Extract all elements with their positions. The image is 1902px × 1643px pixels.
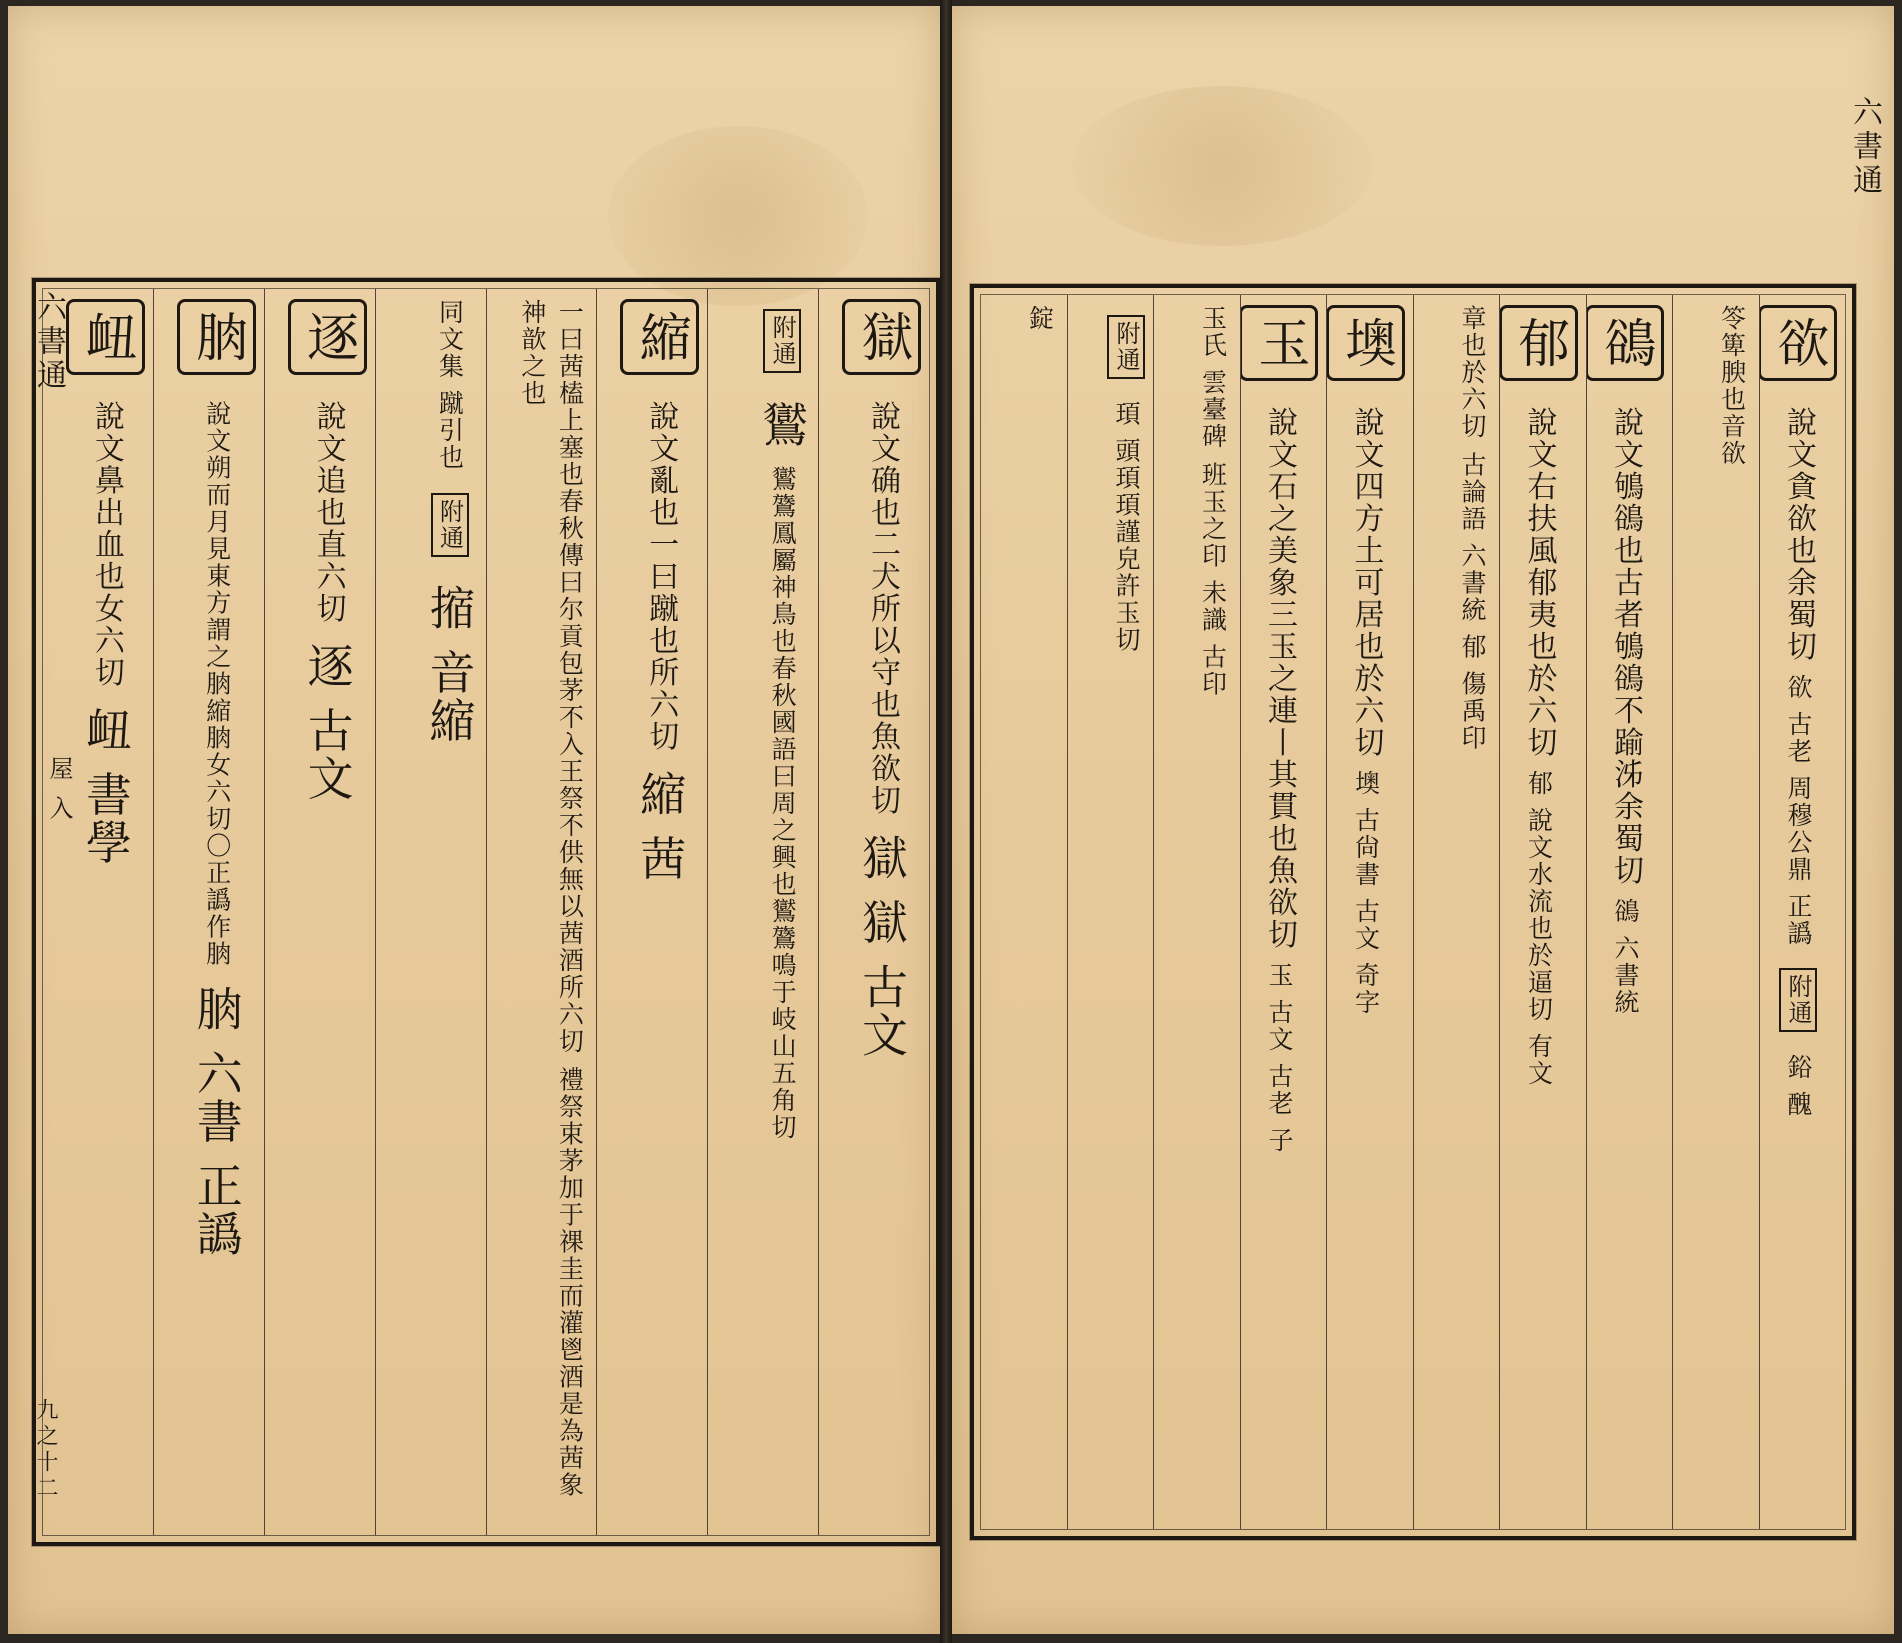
seal-forms: 古論語 六書統 郁 傷禹印 — [1458, 451, 1487, 752]
margin-title: 六書通 — [31, 291, 66, 393]
entry-column — [1499, 295, 1586, 1529]
appendix-tag: 附通 — [431, 493, 469, 557]
appendix-text: 鋊 醜 — [1784, 1054, 1813, 1118]
entry-text: 一曰茜榼上塞也春秋傳曰尔貢包茅不入王祭不供無以茜酒所六切 — [555, 299, 585, 1055]
seal-forms: 墺 古尙書 古文 奇字 — [1351, 770, 1381, 1016]
seal-forms: 衄 書學 — [78, 706, 133, 867]
entry-text: 說文朔而月見東方謂之朒縮朒女六切〇正譌作朒 — [202, 400, 232, 968]
entry-text: 同文集 蹴引也 — [435, 299, 465, 471]
seal-forms: 郁 說文水流也於逼切 有文 — [1524, 770, 1554, 1087]
entry-text: 說文四方土可居也於六切 — [1348, 406, 1384, 759]
seal-forms: 班玉之印 未識 古印 — [1198, 461, 1228, 698]
entry-text: 章也於六切 — [1458, 305, 1487, 440]
head-character: 縮 — [620, 299, 699, 375]
right-page — [952, 6, 1894, 1634]
entry-column — [153, 289, 264, 1535]
entry-text: 說文亂也一曰蹴也所六切 — [643, 400, 679, 753]
entry-text: 說文鼻出血也女六切 — [88, 400, 124, 689]
entry-column — [1240, 295, 1327, 1529]
paper-stain — [1072, 86, 1372, 246]
text-frame — [970, 284, 1856, 1540]
margin-title: 六書通 — [1847, 96, 1882, 198]
appendix-tag: 附通 — [763, 309, 801, 373]
entry-column — [1153, 295, 1240, 1529]
entry-text: 說文貪欲也余蜀切 — [1781, 406, 1816, 663]
column-set — [43, 289, 929, 1535]
head-character: 逐 — [288, 299, 367, 375]
entry-column — [1586, 295, 1673, 1529]
head-character: 玉 — [1240, 305, 1319, 381]
entry-column — [43, 289, 153, 1535]
entry-column — [486, 289, 597, 1535]
seal-forms: 玉 古文 古老 子 — [1265, 962, 1294, 1154]
seal-forms: 鵒 六書統 — [1611, 898, 1640, 1017]
head-character: 鵒 — [1586, 305, 1665, 381]
entry-text: 玉氏 雲臺碑 — [1198, 305, 1228, 450]
entry-text: 說文确也二犬所以守也魚欲切 — [865, 400, 900, 817]
entry-note: 禮祭束茅加于祼圭而灌鬯酒是為茜象神歆之也 — [517, 299, 585, 1499]
appendix-tag: 附通 — [1779, 968, 1817, 1032]
head-character: 獄 — [842, 299, 921, 375]
entry-text: 說文石之美象三玉之連丨其貫也魚欲切 — [1262, 406, 1297, 951]
seal-forms: 逐 古文 — [300, 642, 355, 803]
entry-text: 錠 — [1025, 305, 1055, 332]
entry-text: 鸑鷟鳳屬神鳥也春秋國語曰周之興也鸑鷟鳴于岐山五角切 — [768, 466, 798, 1142]
book-spine — [940, 0, 952, 1643]
seal-forms: 摍 音縮 — [422, 584, 477, 745]
seal-forms: 朒 六書 正譌 — [189, 985, 244, 1259]
head-character: 欲 — [1759, 305, 1838, 381]
head-character: 墺 — [1326, 305, 1405, 381]
entry-text: 說文鴝鵒也古者鴝鵒不踰泲余蜀切 — [1608, 406, 1643, 887]
entry-column — [1326, 295, 1413, 1529]
entry-column — [1413, 295, 1500, 1529]
seal-forms: 欲 古老 周穆公鼎 正譌 — [1784, 674, 1813, 947]
seal-forms: 鸑 — [755, 400, 810, 449]
entry-text: 笭箄腴也音欲 — [1717, 305, 1747, 467]
column-set — [981, 295, 1845, 1529]
folio-number: 九之十二 — [33, 1398, 58, 1502]
entry-column — [818, 289, 929, 1535]
entry-text: 說文追也直六切 — [310, 400, 346, 625]
left-page — [8, 6, 940, 1634]
entry-column — [264, 289, 375, 1535]
head-character: 朒 — [177, 299, 256, 375]
appendix-tag: 附通 — [1107, 315, 1145, 379]
head-character: 郁 — [1499, 305, 1578, 381]
entry-column — [1067, 295, 1154, 1529]
entry-column — [596, 289, 707, 1535]
seal-forms: 縮 茜 — [633, 770, 688, 883]
entry-text: 說文右扶風郁夷也於六切 — [1521, 406, 1557, 759]
head-character: 衄 — [66, 299, 145, 375]
entry-column — [375, 289, 486, 1535]
seal-forms: 獄 獄 古文 — [855, 834, 909, 1060]
entry-text: 頊 頭頊頊謹皃許玉切 — [1112, 400, 1141, 654]
entry-column — [1759, 295, 1846, 1529]
entry-column — [1672, 295, 1759, 1529]
text-frame — [32, 278, 940, 1546]
entry-column — [981, 295, 1067, 1529]
chapter-label: 屋 入 — [45, 756, 73, 824]
entry-column — [707, 289, 818, 1535]
